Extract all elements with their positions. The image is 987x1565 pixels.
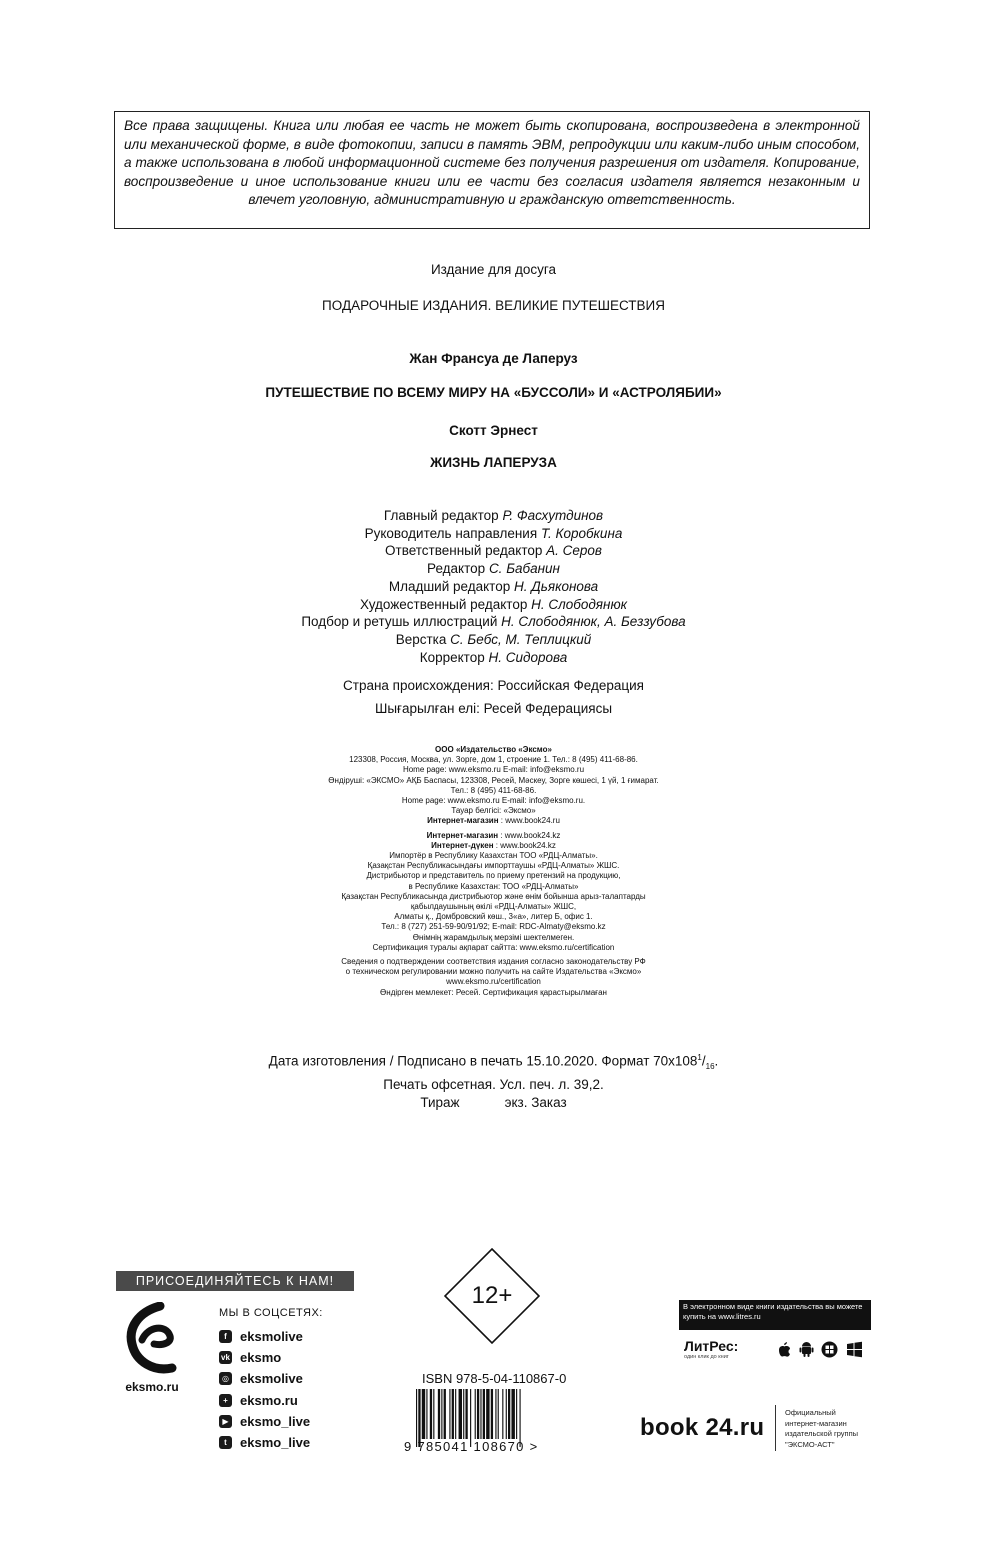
imprint-line: Импортёр в Республику Казахстан ТОО «РДЦ-Алматы».	[389, 851, 598, 861]
join-us-banner: ПРИСОЕДИНЯЙТЕСЬ К НАМ!	[116, 1271, 354, 1291]
imprint-line: Тел.: 8 (727) 251-59-90/91/92; E-mail: RDC-Almaty@eksmo.kz	[381, 922, 606, 932]
twitter-icon: t	[219, 1436, 232, 1449]
barcode-bar	[486, 1389, 489, 1439]
social-link-twitter[interactable]: t eksmo_live	[219, 1434, 310, 1450]
publisher-name: ООО «Издательство «Эксмо»	[435, 745, 552, 754]
barcode-bar	[483, 1389, 485, 1439]
staff-row: Художественный редактор Н. Слободянюк	[360, 596, 627, 612]
barcode-bar	[463, 1389, 464, 1439]
book24-note: Официальный интернет-магазин издательской группы "ЭКСМО-АСТ"	[785, 1408, 859, 1449]
staff-row: Руководитель направления Т. Коробкина	[364, 525, 623, 541]
imprint-line: Сертификация туралы ақпарат сайтта: www.eksmo.ru/certification	[372, 942, 615, 952]
eksmo-logo-icon	[124, 1302, 180, 1374]
divider	[775, 1405, 776, 1451]
edition-type: Издание для досуга	[430, 262, 557, 277]
instagram-icon: ◎	[219, 1372, 232, 1385]
imprint-line: Өнімнің жарамдылық мерзімі шектелмеген.	[412, 932, 575, 942]
youtube-icon: ▶	[219, 1415, 232, 1428]
publisher-home: Home page: www.eksmo.ru E-mail: info@eksmo.ru	[402, 765, 585, 775]
barcode-bar	[422, 1389, 425, 1439]
facebook-icon: f	[219, 1330, 232, 1343]
kz-tel: Тел.: 8 (495) 411-68-86.	[450, 785, 537, 795]
plus-icon: +	[219, 1394, 232, 1407]
barcode-bar	[465, 1389, 467, 1439]
shop-kz-2: Интернет-дүкен : www.book24.kz	[431, 840, 556, 850]
barcode-bar	[430, 1389, 432, 1439]
imprint-line: Қазақстан Республикасында дистрибьютор және өнім бойынша арыз-талаптарды	[341, 891, 646, 901]
litres-logo: ЛитРес:	[684, 1338, 739, 1354]
kz-home: Home page: www.eksmo.ru E-mail: info@eksmo.ru.	[401, 796, 586, 806]
windows-icon	[846, 1341, 863, 1358]
staff-row: Подбор и ретушь иллюстраций Н. Слободянюк, А. Беззубова	[301, 614, 686, 630]
eksmo-site-link[interactable]: eksmo.ru	[125, 1380, 179, 1394]
barcode-bar	[506, 1389, 507, 1439]
staff-row: Главный редактор Р. Фасхутдинов	[383, 508, 604, 523]
barcode-bar	[441, 1389, 442, 1439]
barcode-bar	[498, 1389, 499, 1439]
staff-row: Редактор С. Бабанин	[427, 561, 560, 577]
imprint-line: Дистрибьютор и представитель по приему претензий на продукцию,	[366, 871, 621, 881]
barcode-bar	[433, 1389, 434, 1439]
social-link-youtube[interactable]: ▶ eksmo_live	[219, 1413, 310, 1429]
staff-row: Верстка С. Бебс, М. Теплицкий	[395, 631, 592, 647]
kz-producer: Өндіруші: «ЭКСМО» АҚБ Баспасы, 123308, Ресей, Мәскеу, Зорге көшесі, 1 үй, 1 ғимарат.	[328, 775, 659, 785]
rights-notice-text: Все права защищены. Книга или любая ее часть не может быть скопирована, воспроизведена в электронной или механической форме, в виде фотокопии, записи в память ЭВМ, репродукции или каким-либо иным способом, а также использована в любой информационной системе без получения разрешения от издателя. Копирование, воспроизведение и иное использование книги или ее части без согласия издателя является незаконным и влечет уголовную, административную и гражданскую ответственность.	[124, 118, 860, 207]
rights-notice	[114, 111, 870, 229]
origin-country-kz: Шығарылған елі: Ресей Федерациясы	[374, 701, 613, 716]
barcode-bar	[502, 1389, 503, 1439]
social-link-instagram[interactable]: ◎ eksmolive	[219, 1370, 303, 1386]
author-1: Жан Франсуа де Лаперуз	[409, 351, 578, 366]
barcode-bar	[480, 1389, 481, 1439]
print-run: Тираж экз. Заказ	[420, 1095, 567, 1111]
barcode-bar	[449, 1389, 450, 1439]
imprint-line: о техническом регулировании можно получить на сайте Издательства «Эксмо»	[345, 967, 642, 977]
staff-credits	[0, 507, 987, 666]
social-link-vk[interactable]: vk eksmo	[219, 1349, 281, 1365]
social-link-site[interactable]: + eksmo.ru	[219, 1392, 298, 1408]
barcode-bar	[511, 1389, 514, 1439]
barcode-bar	[495, 1389, 496, 1439]
barcode-bar	[426, 1389, 427, 1439]
barcode-bar	[444, 1389, 446, 1439]
imprint-line: Алматы қ., Домбровский көш., 3«а», литер Б, офис 1.	[394, 912, 593, 922]
barcode-bar	[491, 1389, 493, 1439]
barcode-bar	[438, 1389, 440, 1439]
imprint-line: в Республике Казахстан: ТОО «РДЦ-Алматы»	[408, 881, 579, 891]
barcode-bar	[508, 1389, 510, 1439]
imprint-line: www.eksmo.ru/certification	[446, 977, 541, 987]
barcode-digits: 9 785041 108670 >	[404, 1439, 539, 1454]
title-1: ПУТЕШЕСТВИЕ ПО ВСЕМУ МИРУ НА «БУССОЛИ» И «АСТРОЛЯБИИ»	[265, 385, 722, 400]
windows-phone-icon	[821, 1341, 838, 1358]
barcode-bar	[455, 1389, 456, 1439]
book24-logo: book 24.ru	[640, 1414, 765, 1441]
imprint-block	[0, 745, 987, 998]
origin-country-ru: Страна происхождения: Российская Федерация	[343, 678, 644, 693]
staff-row: Корректор Н. Сидорова	[419, 649, 568, 665]
litres-tagline: один клик до книг	[684, 1354, 729, 1360]
barcode-bar	[452, 1389, 454, 1439]
android-icon	[798, 1341, 815, 1358]
author-2: Скотт Эрнест	[449, 423, 538, 438]
publisher-address: 123308, Россия, Москва, ул. Зорге, дом 1, строение 1. Тел.: 8 (495) 411-68-86.	[349, 755, 638, 765]
barcode-bar	[475, 1389, 476, 1439]
shop-kz: Интернет-магазин : www.book24.kz	[426, 830, 561, 840]
shop-ru: Интернет-магазин : www.book24.ru	[427, 816, 560, 826]
age-rating: 12+	[471, 1282, 513, 1309]
title-2: ЖИЗНЬ ЛАПЕРУЗА	[430, 455, 557, 470]
series-name: ПОДАРОЧНЫЕ ИЗДАНИЯ. ВЕЛИКИЕ ПУТЕШЕСТВИЯ	[322, 298, 665, 313]
imprint-line: Қазақстан Республикасындағы импорттаушы «РДЦ-Алматы» ЖШС.	[367, 861, 620, 871]
imprint-line: Өндірген мемлекет: Ресей. Сертификация қарастырылмаған	[380, 987, 607, 997]
barcode-bar	[477, 1389, 479, 1439]
print-date-format: Дата изготовления / Подписано в печать 15.10.2020. Формат $70x108^1/_{16}$.	[268, 1053, 719, 1072]
print-info	[0, 1049, 987, 1112]
imprint-line: Сведения о подтверждении соответствия издания согласно законодательству РФ	[341, 957, 646, 967]
trademark: Тауар белгісі: «Эксмо»	[451, 806, 536, 816]
litres-strip: В электронном виде книги издательства вы можете купить на www.litres.ru	[679, 1300, 871, 1330]
barcode-bar	[459, 1389, 462, 1439]
barcode-bar	[516, 1389, 517, 1439]
apple-icon	[776, 1341, 793, 1358]
social-title: МЫ В СОЦСЕТЯХ:	[219, 1307, 323, 1319]
print-type: Печать офсетная. Усл. печ. л. 39,2.	[383, 1077, 604, 1093]
staff-row: Ответственный редактор А. Серов	[385, 543, 602, 559]
isbn: ISBN 978-5-04-110867-0	[422, 1371, 567, 1386]
social-link-facebook[interactable]: f eksmolive	[219, 1328, 303, 1344]
vk-icon: vk	[219, 1351, 232, 1364]
imprint-line: қабылдаушының өкілі «РДЦ-Алматы» ЖШС,	[410, 902, 577, 912]
staff-row: Младший редактор Н. Дьяконова	[388, 578, 599, 594]
